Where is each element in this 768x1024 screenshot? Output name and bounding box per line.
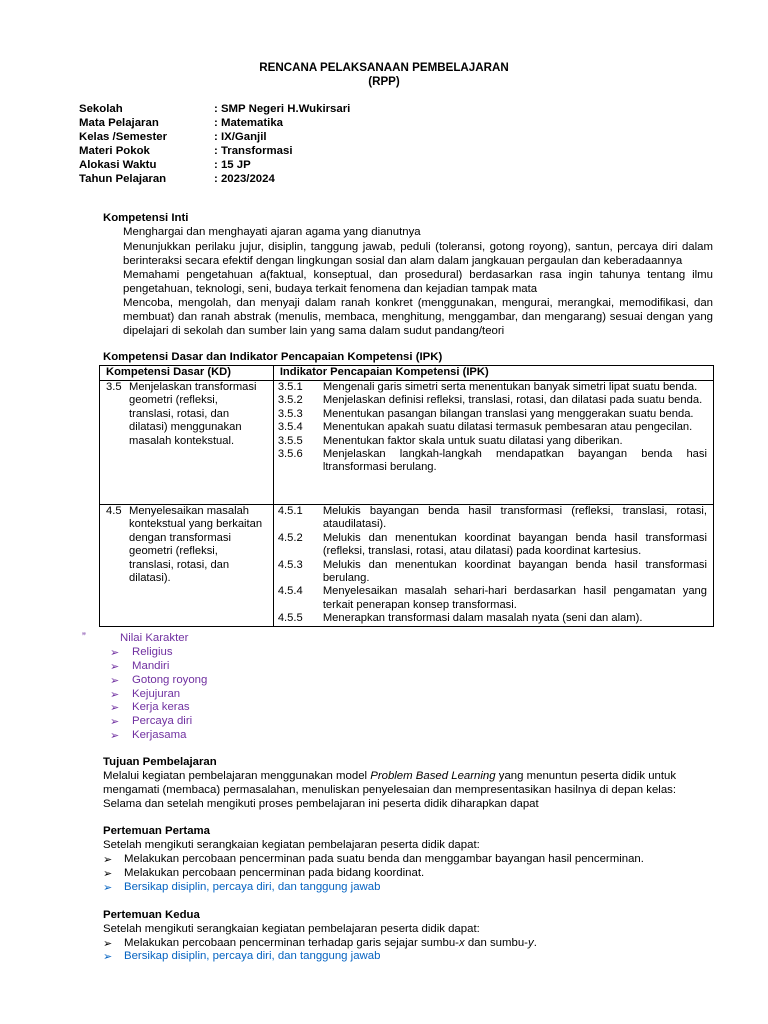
ipk-text: Menentukan apakah suatu dilatasi termasuk pembesaran atau pengecilan. [322,421,693,434]
info-row-tahun [79,173,479,187]
ipk-text: Melukis bayangan benda hasil transformasi (refleksi, translasi, rotasi, ataudilatasi). [322,505,707,531]
tujuan-line-1 [103,770,713,784]
ipk-number: 3.5.1 [277,381,303,393]
kd-heading: Kompetensi Dasar dan Indikator Pencapaian Kompetensi (IPK) [103,351,443,363]
info-value: : SMP Negeri H.Wukirsari [214,103,351,115]
ipk-number: 3.5.4 [277,421,303,434]
ki-paragraph-3a: Memahami pengetahuan a(faktual, konseptual, dan prosedural) berdasarkan rasa ingin tahunya tentang ilmu [123,269,713,281]
ipk-item [274,585,713,612]
arrow-bullet-icon: ➢ [103,853,113,866]
nilai-item-label: Percaya diri [132,715,193,727]
pertemuan-2-sikap: Bersikap disiplin, percaya diri, dan tanggung jawab [124,950,381,962]
ipk-item [274,381,713,394]
item-text: Melakukan percobaan pencerminan terhadap garis sejajar sumbu- [124,937,459,949]
nilai-item-label: Gotong royong [132,674,208,686]
tujuan-text: Melalui kegiatan pembelajaran menggunakan model [103,770,371,782]
ipk-cell [273,505,713,627]
ipk-item [274,448,713,475]
item-text: . [533,937,537,949]
pertemuan-1-item: Melakukan percobaan pencerminan pada bidang koordinat. [124,867,425,879]
arrow-bullet-icon: ➢ [110,715,120,728]
nilai-item [110,660,119,675]
nilai-item [110,701,119,716]
info-value: : Transformasi [214,145,293,157]
ki-paragraph-1: Menghargai dan menghayati ajaran agama yang dianutnya [123,226,421,238]
info-row-materi [79,145,479,159]
ipk-item [274,505,713,532]
kd-row-3-5 [100,381,714,505]
ki-paragraph-4c: dipelajari di sekolah dan sumber lain yang sama dalam sudut pandang/teori [123,325,505,337]
kd-text: Menyelesaikan masalah kontekstual yang berkaitan dengan transformasi geometri (refleksi, translasi, rotasi, dan dilatasi). [129,505,263,585]
ipk-text: Mengenali garis simetri serta menentukan banyak simetri lipat suatu benda. [322,381,698,393]
kd-table-header [100,366,714,381]
info-row-mapel [79,117,479,131]
arrow-bullet-icon: ➢ [103,950,113,963]
nilai-item [110,729,119,744]
ki-paragraph-4b: membuat) dan ranah abstrak (menulis, membaca, menghitung, menggambar, dan mengarang) sesuai dengan yang [123,311,713,323]
ipk-item [274,532,713,559]
ipk-text: Menerapkan transformasi dalam masalah nyata (seni dan alam). [322,612,643,625]
info-label: Sekolah [79,103,123,115]
ipk-text: Melukis dan menentukan koordinat bayangan benda hasil transformasi (refleksi, translasi, rotasi, atau dilatasi) pada koordinat kartesius. [322,531,707,558]
ipk-number: 3.5.3 [277,407,303,420]
arrow-bullet-icon: ➢ [110,729,120,742]
kd-cell [100,505,274,627]
tujuan-model: Problem Based Learning [370,770,496,782]
pertemuan-2-heading: Pertemuan Kedua [103,909,200,921]
ipk-text: Menyelesaikan masalah sehari-hari berdasarkan hasil pengamatan yang terkait penerapan konsep transformasi. [322,585,707,611]
nilai-item-label: Religius [132,646,173,658]
ki-paragraph-4a: Mencoba, mengolah, dan menyaji dalam ranah konkret (menggunakan, mengurai, merangkai, memodifikasi, dan [123,297,713,309]
nilai-mark: ” [82,631,86,643]
list-item [103,881,112,896]
tujuan-line-3: Selama dan setelah mengikuti proses pembelajaran ini peserta didik diharapkan dapat [103,798,539,810]
ipk-col-header: Indikator Pencapaian Kompetensi (IPK) [273,366,713,381]
arrow-bullet-icon: ➢ [110,701,120,714]
ipk-cell [273,381,713,505]
doc-title: RENCANA PELAKSANAAN PEMBELAJARAN [259,61,509,74]
arrow-bullet-icon: ➢ [103,867,113,880]
ipk-item [274,559,713,586]
nilai-heading: Nilai Karakter [120,632,189,644]
ipk-text: Menentukan pasangan bilangan translasi yang menggerakan suatu benda. [322,407,694,420]
ki-paragraph-3b: pengetahuan, teknologi, seni, budaya terkait fenomena dan kejadian tampak mata [123,283,538,295]
arrow-bullet-icon: ➢ [110,688,120,701]
info-value: : IX/Ganjil [214,131,267,143]
ipk-text: Menentukan faktor skala untuk suatu dilatasi yang diberikan. [322,434,623,447]
ipk-item [274,394,713,407]
ipk-item [274,408,713,421]
info-value: : 15 JP [214,159,251,171]
item-text: dan sumbu- [464,937,528,949]
arrow-bullet-icon: ➢ [103,937,113,950]
ipk-item [274,612,713,625]
arrow-bullet-icon: ➢ [110,660,120,673]
info-value: : 2023/2024 [214,173,275,185]
arrow-bullet-icon: ➢ [110,674,120,687]
kd-table [99,365,714,627]
kd-row-4-5 [100,505,714,627]
kd-number: 4.5 [106,505,122,517]
info-value: : Matematika [214,117,284,129]
item-var-y: y [527,937,534,949]
pertemuan-1-sikap: Bersikap disiplin, percaya diri, dan tanggung jawab [124,881,381,893]
ipk-number: 3.5.6 [277,448,303,461]
ipk-number: 4.5.3 [277,558,303,571]
doc-subtitle: (RPP) [368,75,400,88]
tujuan-line-2: mengamati (membaca) permasalahan, menuliskan penyelesaian dan mempresentasikan hasilnya di depan kelas: [103,784,677,796]
ipk-number: 4.5.4 [277,585,303,598]
tujuan-heading: Tujuan Pembelajaran [103,756,217,768]
arrow-bullet-icon: ➢ [103,881,113,894]
kd-text: Menjelaskan transformasi geometri (refleksi, translasi, rotasi, dan dilatasi) menggunakan masalah kontekstual. [129,381,257,447]
info-row-sekolah [79,103,479,117]
ipk-text: Melukis dan menentukan koordinat bayangan benda hasil transformasi berulang. [322,558,707,585]
nilai-item [110,715,119,730]
ipk-item [274,421,713,434]
pertemuan-1-intro: Setelah mengikuti serangkaian kegiatan pembelajaran peserta didik dapat: [103,839,480,851]
pertemuan-1-item: Melakukan percobaan pencerminan pada suatu benda dan menggambar bayangan hasil pencerminan. [124,853,644,865]
info-label: Alokasi Waktu [79,159,157,171]
ipk-number: 3.5.2 [277,394,303,407]
pertemuan-2-item [124,937,537,951]
ipk-number: 3.5.5 [277,434,303,447]
arrow-bullet-icon: ➢ [110,646,120,659]
info-label: Materi Pokok [79,145,150,157]
pertemuan-2-intro: Setelah mengikuti serangkaian kegiatan pembelajaran peserta didik dapat: [103,923,480,935]
list-item [103,867,112,882]
ipk-item [274,435,713,448]
info-label: Mata Pelajaran [79,117,159,129]
nilai-item-label: Kerja keras [132,701,190,713]
kd-col-header: Kompetensi Dasar (KD) [100,366,274,381]
list-item [103,950,112,965]
ipk-number: 4.5.2 [277,531,303,544]
info-row-kelas [79,131,479,145]
pertemuan-1-heading: Pertemuan Pertama [103,825,210,837]
ipk-text: Menjelaskan langkah-langkah mendapatkan bayangan benda hasi ltransformasi berulang. [322,448,707,474]
ipk-number: 4.5.5 [277,612,303,625]
ki-paragraph-2a: Menunjukkan perilaku jujur, disiplin, tanggung jawab, peduli (toleransi, gotong royong), santun, percaya diri dalam [123,241,713,253]
list-item [103,853,112,868]
info-label: Tahun Pelajaran [79,173,167,185]
ki-heading: Kompetensi Inti [103,212,189,224]
ipk-text: Menjelaskan definisi refleksi, translasi, rotasi, dan dilatasi pada suatu benda. [322,394,703,407]
nilai-item-label: Mandiri [132,660,170,672]
item-var-x: x [458,937,465,949]
nilai-item-label: Kerjasama [132,729,187,741]
kd-number: 3.5 [106,381,122,393]
ipk-number: 4.5.1 [277,505,303,517]
tujuan-text: yang menuntun peserta didik untuk [495,770,677,782]
nilai-item-label: Kejujuran [132,688,181,700]
nilai-item [110,674,119,689]
info-label: Kelas /Semester [79,131,168,143]
kd-cell [100,381,274,505]
info-row-alokasi [79,159,479,173]
ki-paragraph-2b: berinteraksi secara efektif dengan lingkungan sosial dan alam dalam jangkauan pergaulan dan keberadaannya [123,255,683,267]
nilai-item [110,646,119,661]
